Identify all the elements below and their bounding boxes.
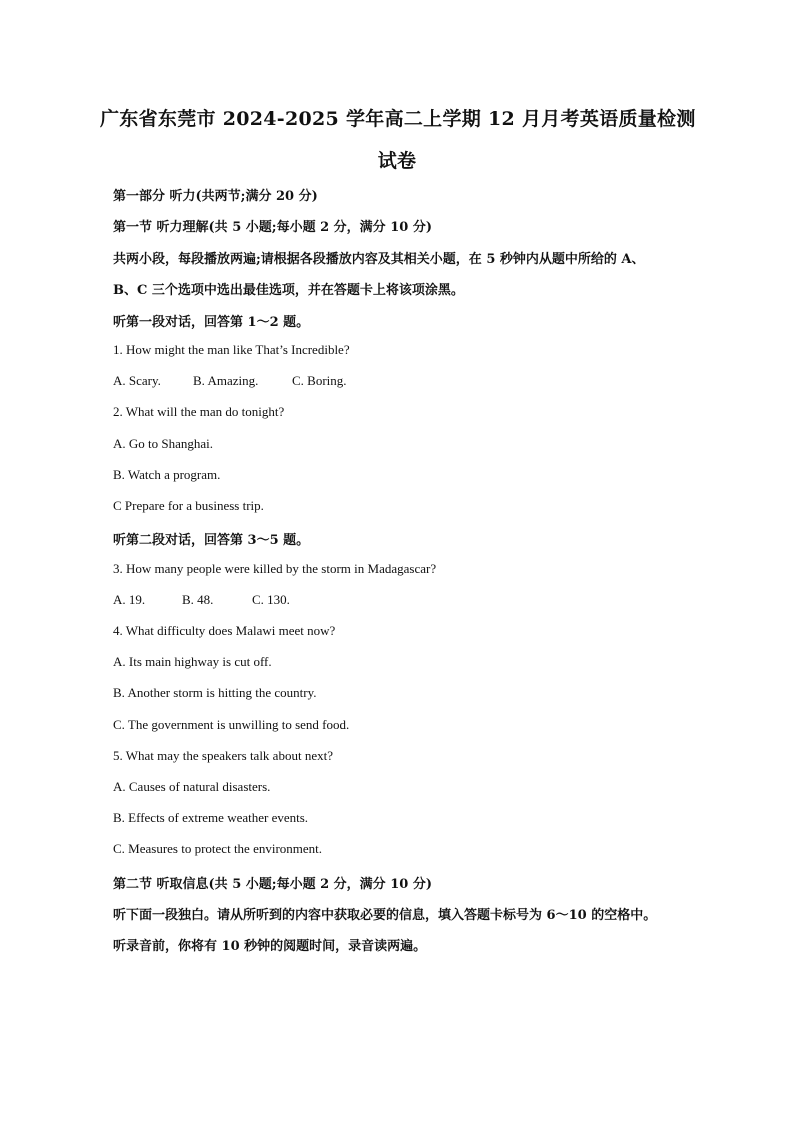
question-1-option-c: C. Boring. <box>292 373 347 388</box>
question-5-option-c: C. Measures to protect the environment. <box>113 841 323 856</box>
question-2-stem: 2. What will the man do tonight? <box>113 404 285 419</box>
section2-heading: 第二节 听取信息(共 5 小题;每小题 2 分，满分 10 分) <box>113 877 432 892</box>
question-1-stem: 1. How might the man like That’s Incredible? <box>113 342 350 357</box>
section2-instructions-line2: 听录音前，你将有 10 秒钟的阅题时间，录音读两遍。 <box>113 939 427 954</box>
section1-heading: 第一节 听力理解(共 5 小题;每小题 2 分，满分 10 分) <box>113 220 432 235</box>
question-5-option-a: A. Causes of natural disasters. <box>113 779 271 794</box>
question-3-option-c: C. 130. <box>252 592 290 607</box>
page-title-continued: 试卷 <box>377 150 417 172</box>
question-3-stem: 3. How many people were killed by the storm in Madagascar? <box>113 561 437 576</box>
question-2-option-b: B. Watch a program. <box>113 467 221 482</box>
page-title: 广东省东莞市 2024-2025 学年高二上学期 12 月月考英语质量检测 <box>100 108 696 130</box>
question-2-option-a: A. Go to Shanghai. <box>113 436 214 451</box>
question-3-options <box>113 592 290 608</box>
question-3-option-a: A. 19. <box>113 592 146 607</box>
question-5-option-b: B. Effects of extreme weather events. <box>113 810 309 825</box>
question-3-option-b: B. 48. <box>182 592 214 607</box>
part1-heading: 第一部分 听力(共两节;满分 20 分) <box>113 189 318 204</box>
question-5-stem: 5. What may the speakers talk about next? <box>113 748 333 763</box>
question-1-option-b: B. Amazing. <box>193 373 259 388</box>
question-4-option-b: B. Another storm is hitting the country. <box>113 685 317 700</box>
question-4-option-a: A. Its main highway is cut off. <box>113 654 272 669</box>
question-4-option-c: C. The government is unwilling to send food. <box>113 717 350 732</box>
question-1-option-a: A. Scary. <box>113 373 161 388</box>
section2-instructions-line1: 听下面一段独白。请从所听到的内容中获取必要的信息，填入答题卡标号为 6～10 的空格中。 <box>113 908 657 923</box>
question-1-options <box>113 373 347 389</box>
question-4-stem: 4. What difficulty does Malawi meet now? <box>113 623 336 638</box>
section1-instructions-line2: B、C 三个选项中选出最佳选项，并在答题卡上将该项涂黑。 <box>113 283 464 298</box>
dialog1-prompt: 听第一段对话，回答第 1～2 题。 <box>113 315 310 330</box>
dialog2-prompt: 听第二段对话，回答第 3～5 题。 <box>113 533 310 548</box>
question-2-option-c: C Prepare for a business trip. <box>113 498 264 513</box>
section1-instructions-line1: 共两小段，每段播放两遍;请根据各段播放内容及其相关小题，在 5 秒钟内从题中所给的 A、 <box>113 252 645 267</box>
